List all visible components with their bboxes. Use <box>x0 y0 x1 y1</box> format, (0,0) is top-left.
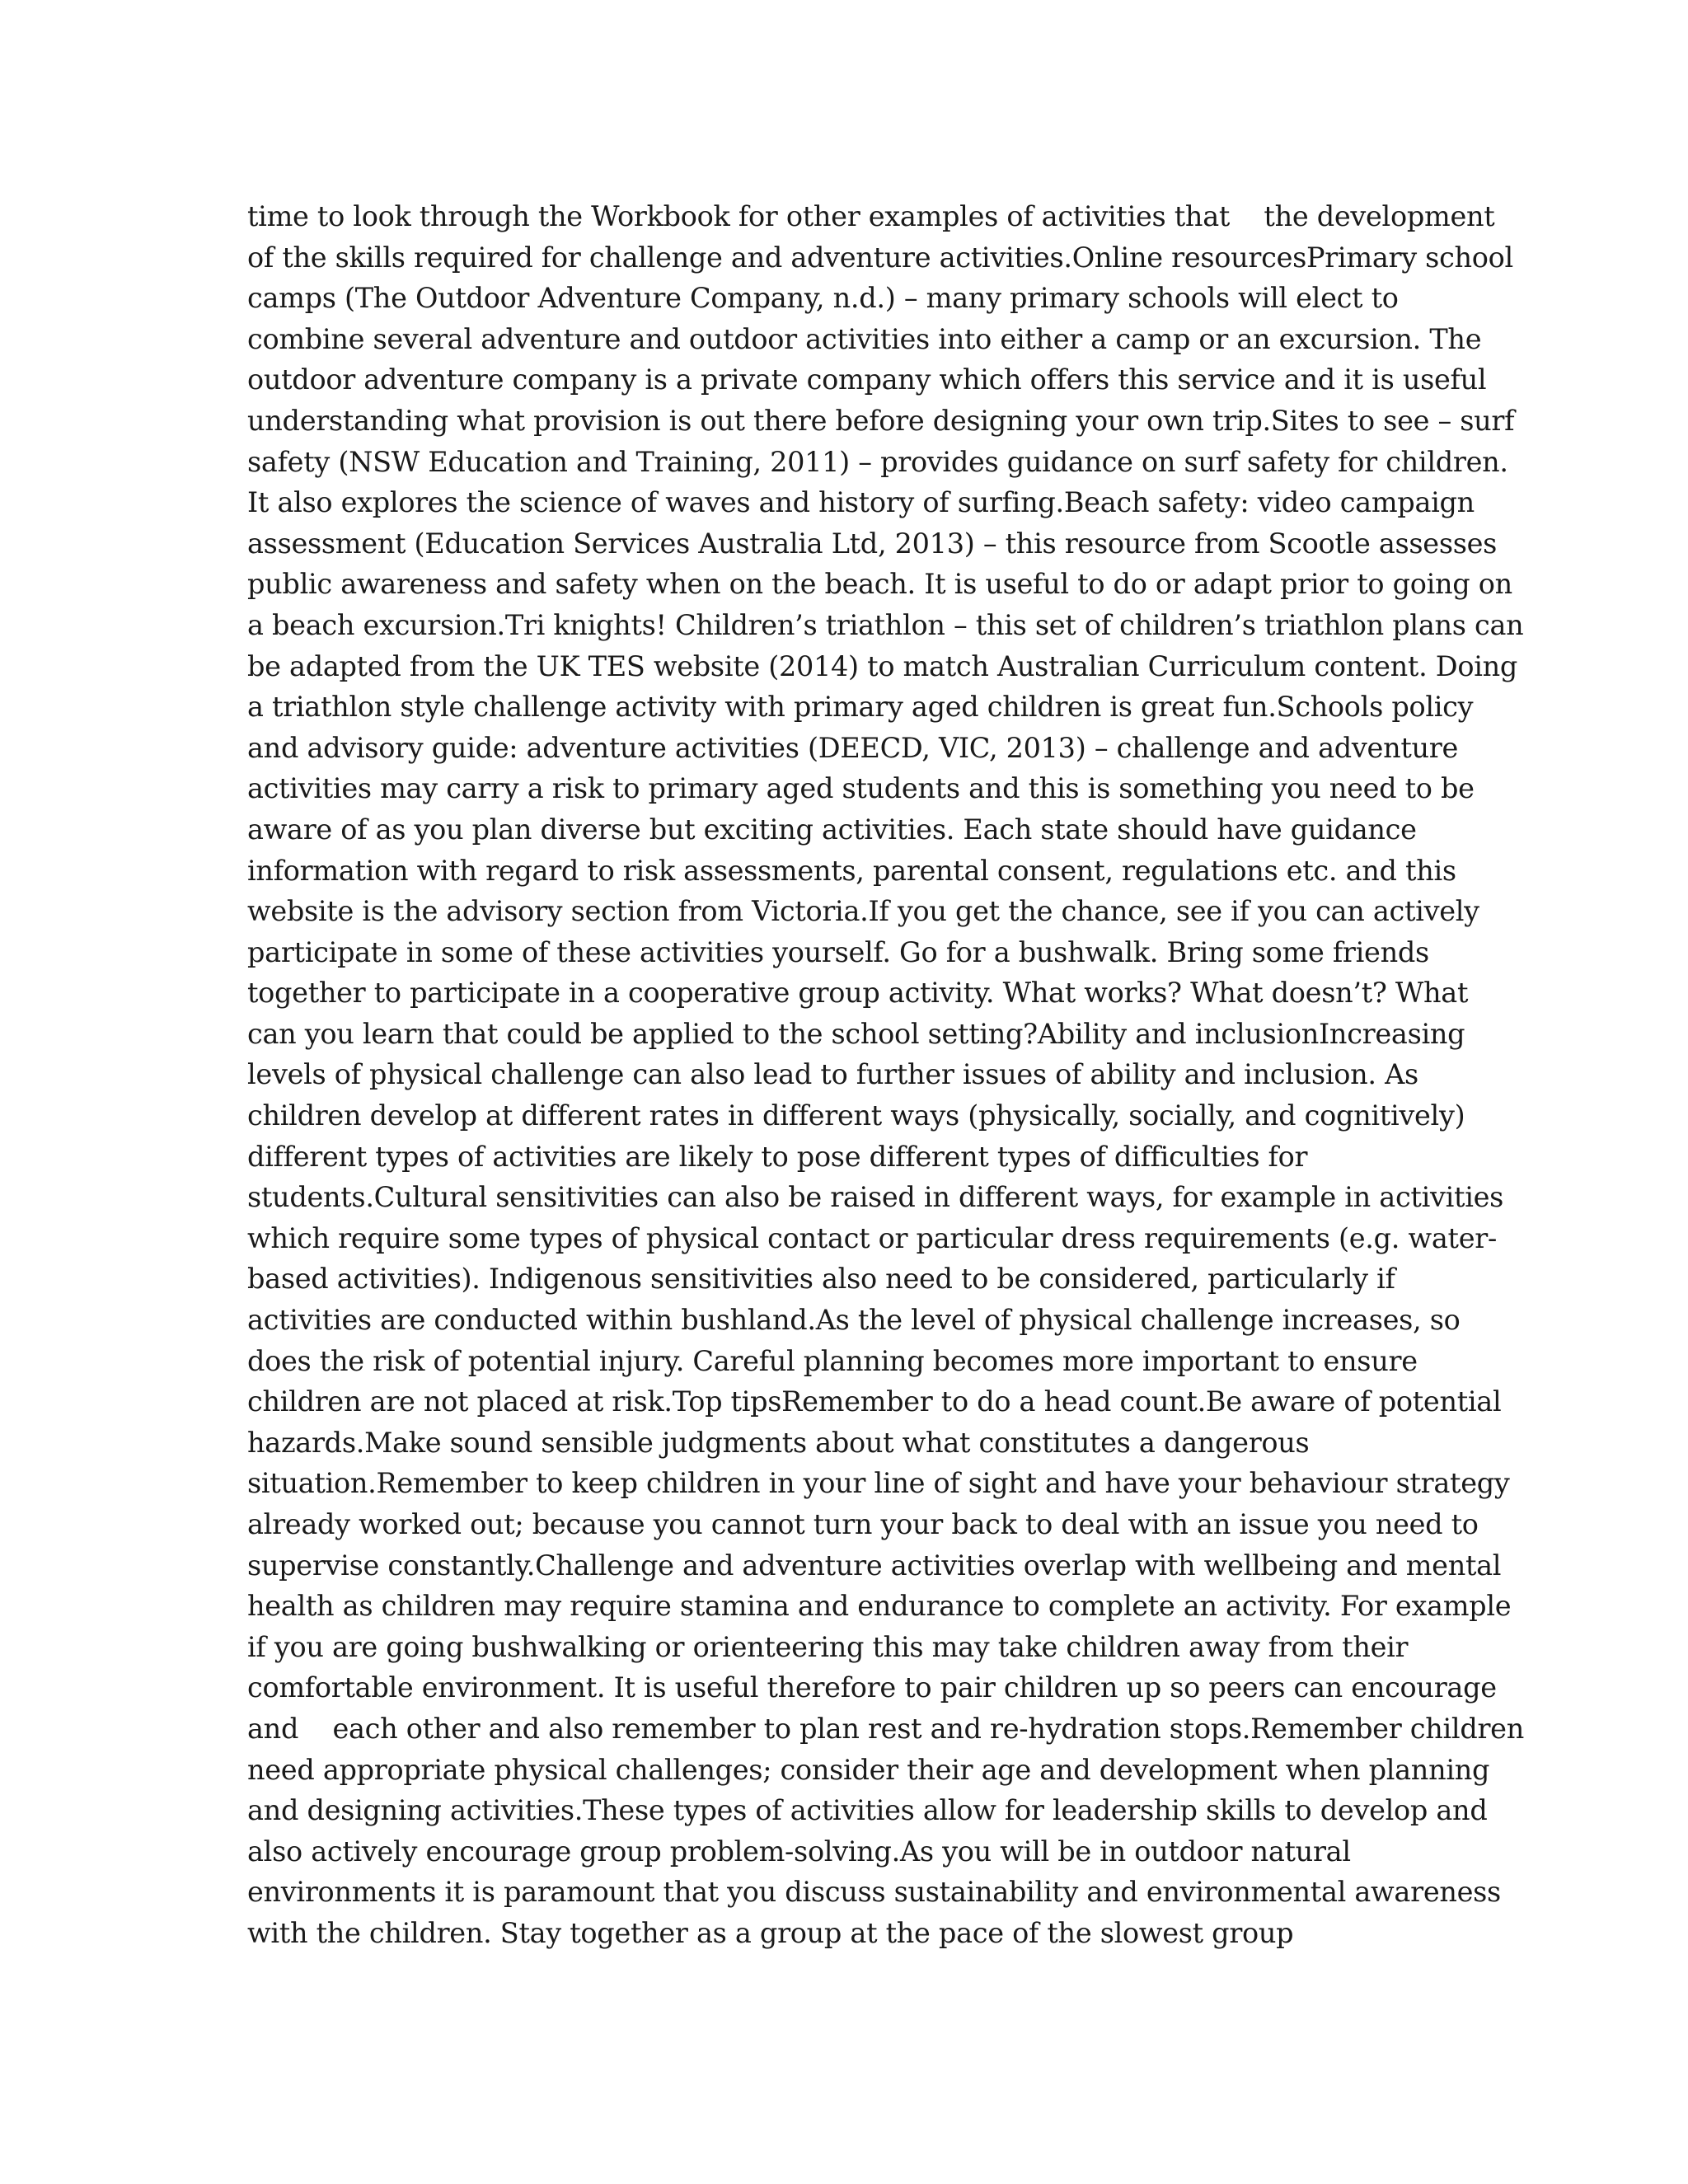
text-line: and designing activities.These types of activities allow for leadership skills to develop and <box>247 1794 1488 1827</box>
text-line: comfortable environment. It is useful therefore to pair children up so peers can encourage <box>247 1671 1497 1704</box>
text-line: It also explores the science of waves and history of surfing.Beach safety: video campaign <box>247 486 1475 519</box>
text-line: children develop at different rates in different ways (physically, socially, and cognitively) <box>247 1099 1465 1132</box>
text-line: already worked out; because you cannot turn your back to deal with an issue you need to <box>247 1508 1479 1540</box>
text-line: children are not placed at risk.Top tipsRemember to do a head count.Be aware of potential <box>247 1385 1502 1418</box>
text-line: which require some types of physical contact or particular dress requirements (e.g. water- <box>247 1221 1497 1254</box>
text-line: with the children. Stay together as a group at the pace of the slowest group <box>247 1916 1294 1949</box>
text-line: assessment (Education Services Australia Ltd, 2013) – this resource from Scootle assesses <box>247 527 1498 560</box>
text-line: time to look through the Workbook for other examples of activities that the development <box>247 200 1495 232</box>
text-line: students.Cultural sensitivities can also be raised in different ways, for example in activities <box>247 1181 1504 1214</box>
text-line: situation.Remember to keep children in your line of sight and have your behaviour strategy <box>247 1467 1510 1500</box>
text-line: activities are conducted within bushland.As the level of physical challenge increases, so <box>247 1304 1461 1337</box>
text-line: outdoor adventure company is a private company which offers this service and it is useful <box>247 363 1487 396</box>
text-line: health as children may require stamina and endurance to complete an activity. For example <box>247 1590 1512 1623</box>
text-line: different types of activities are likely to pose different types of difficulties for <box>247 1140 1308 1173</box>
text-line: participate in some of these activities yourself. Go for a bushwalk. Bring some friends <box>247 935 1429 968</box>
text-line: can you learn that could be applied to the school setting?Ability and inclusionIncreasing <box>247 1017 1465 1050</box>
text-line: need appropriate physical challenges; consider their age and development when planning <box>247 1753 1490 1786</box>
text-line: also actively encourage group problem-solving.As you will be in outdoor natural <box>247 1835 1351 1868</box>
text-line: understanding what provision is out there before designing your own trip.Sites to see – surf <box>247 404 1515 437</box>
text-line: if you are going bushwalking or orienteering this may take children away from their <box>247 1630 1409 1663</box>
text-line: aware of as you plan diverse but exciting activities. Each state should have guidance <box>247 813 1417 846</box>
text-line: environments it is paramount that you discuss sustainability and environmental awareness <box>247 1876 1501 1909</box>
text-line: together to participate in a cooperative group activity. What works? What doesn’t? What <box>247 977 1469 1010</box>
text-line: does the risk of potential injury. Careful planning becomes more important to ensure <box>247 1344 1418 1377</box>
text-line: public awareness and safety when on the beach. It is useful to do or adapt prior to going on <box>247 568 1512 601</box>
text-line: supervise constantly.Challenge and adventure activities overlap with wellbeing and mental <box>247 1549 1502 1582</box>
text-line: a beach excursion.Tri knights! Children’s triathlon – this set of children’s triathlon plans can <box>247 608 1524 641</box>
text-line: information with regard to risk assessments, parental consent, regulations etc. and this <box>247 854 1456 887</box>
text-line: camps (The Outdoor Adventure Company, n.d.) – many primary schools will elect to <box>247 282 1399 315</box>
text-line: a triathlon style challenge activity with primary aged children is great fun.Schools policy <box>247 691 1474 724</box>
text-line: of the skills required for challenge and adventure activities.Online resourcesPrimary school <box>247 241 1513 274</box>
body-text <box>247 196 1524 1954</box>
text-line: and advisory guide: adventure activities (DEECD, VIC, 2013) – challenge and adventure <box>247 731 1459 764</box>
text-line: combine several adventure and outdoor activities into either a camp or an excursion. The <box>247 322 1482 355</box>
text-line: website is the advisory section from Victoria.If you get the chance, see if you can actively <box>247 895 1479 928</box>
text-line: safety (NSW Education and Training, 2011) – provides guidance on surf safety for children. <box>247 445 1508 478</box>
text-line: and each other and also remember to plan rest and re-hydration stops.Remember children <box>247 1712 1524 1745</box>
text-line: be adapted from the UK TES website (2014) to match Australian Curriculum content. Doing <box>247 649 1518 682</box>
text-line: levels of physical challenge can also lead to further issues of ability and inclusion. As <box>247 1058 1418 1091</box>
text-line: hazards.Make sound sensible judgments about what constitutes a dangerous <box>247 1426 1310 1459</box>
text-line: activities may carry a risk to primary aged students and this is something you need to be <box>247 772 1475 805</box>
text-line: based activities). Indigenous sensitivities also need to be considered, particularly if <box>247 1263 1395 1296</box>
